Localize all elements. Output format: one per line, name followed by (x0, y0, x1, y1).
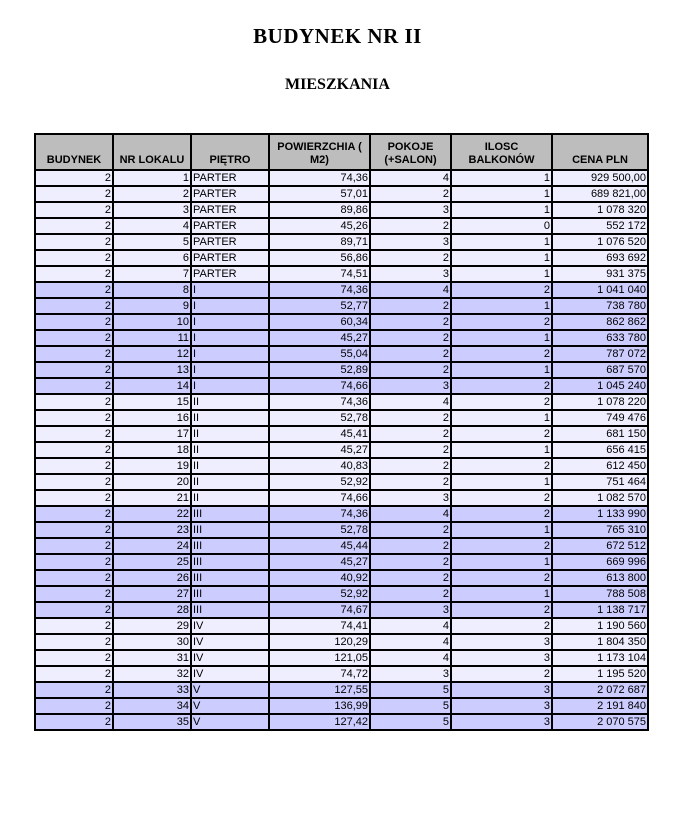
cell-budynek: 2 (35, 442, 113, 458)
table-row (35, 506, 648, 522)
cell-pokoje: 2 (370, 314, 451, 330)
cell-cena: 1 133 990 (552, 506, 648, 522)
cell-nr-lokalu: 6 (113, 250, 191, 266)
cell-powierzchnia: 74,36 (269, 394, 370, 410)
cell-nr-lokalu: 31 (113, 650, 191, 666)
cell-balkony: 1 (451, 442, 552, 458)
cell-balkony: 2 (451, 570, 552, 586)
cell-nr-lokalu: 20 (113, 474, 191, 490)
cell-cena: 672 512 (552, 538, 648, 554)
cell-balkony: 2 (451, 506, 552, 522)
cell-nr-lokalu: 3 (113, 202, 191, 218)
cell-powierzchnia: 74,51 (269, 266, 370, 282)
cell-cena: 1 041 040 (552, 282, 648, 298)
header-cena: CENA PLN (552, 134, 648, 170)
cell-balkony: 2 (451, 666, 552, 682)
table-row (35, 714, 648, 730)
cell-cena: 2 191 840 (552, 698, 648, 714)
cell-powierzchnia: 136,99 (269, 698, 370, 714)
cell-pokoje: 2 (370, 186, 451, 202)
cell-pietro: III (191, 570, 269, 586)
cell-pietro: V (191, 714, 269, 730)
cell-pokoje: 3 (370, 234, 451, 250)
cell-budynek: 2 (35, 554, 113, 570)
cell-cena: 681 150 (552, 426, 648, 442)
table-row (35, 426, 648, 442)
table-row (35, 442, 648, 458)
cell-pokoje: 2 (370, 218, 451, 234)
cell-nr-lokalu: 34 (113, 698, 191, 714)
table-row (35, 698, 648, 714)
table-row (35, 682, 648, 698)
header-balkony: ILOSC BALKONÓW (451, 134, 552, 170)
cell-pietro: II (191, 442, 269, 458)
table-row (35, 618, 648, 634)
cell-nr-lokalu: 33 (113, 682, 191, 698)
cell-powierzchnia: 60,34 (269, 314, 370, 330)
cell-nr-lokalu: 26 (113, 570, 191, 586)
cell-powierzchnia: 74,36 (269, 282, 370, 298)
header-pokoje: POKOJE (+SALON) (370, 134, 451, 170)
table-row (35, 218, 648, 234)
cell-powierzchnia: 52,92 (269, 586, 370, 602)
table-row (35, 298, 648, 314)
table-row (35, 346, 648, 362)
cell-powierzchnia: 74,36 (269, 170, 370, 186)
cell-budynek: 2 (35, 602, 113, 618)
cell-nr-lokalu: 23 (113, 522, 191, 538)
cell-balkony: 2 (451, 394, 552, 410)
cell-powierzchnia: 45,27 (269, 554, 370, 570)
cell-powierzchnia: 74,41 (269, 618, 370, 634)
cell-nr-lokalu: 24 (113, 538, 191, 554)
cell-pokoje: 2 (370, 522, 451, 538)
cell-powierzchnia: 40,92 (269, 570, 370, 586)
cell-budynek: 2 (35, 618, 113, 634)
cell-pokoje: 3 (370, 666, 451, 682)
cell-budynek: 2 (35, 394, 113, 410)
cell-pietro: I (191, 282, 269, 298)
cell-budynek: 2 (35, 250, 113, 266)
cell-budynek: 2 (35, 522, 113, 538)
cell-balkony: 2 (451, 378, 552, 394)
cell-balkony: 3 (451, 650, 552, 666)
cell-powierzchnia: 45,41 (269, 426, 370, 442)
table-row (35, 266, 648, 282)
cell-powierzchnia: 45,44 (269, 538, 370, 554)
cell-nr-lokalu: 35 (113, 714, 191, 730)
cell-balkony: 1 (451, 522, 552, 538)
cell-nr-lokalu: 16 (113, 410, 191, 426)
cell-powierzchnia: 56,86 (269, 250, 370, 266)
cell-powierzchnia: 121,05 (269, 650, 370, 666)
cell-nr-lokalu: 5 (113, 234, 191, 250)
cell-powierzchnia: 57,01 (269, 186, 370, 202)
cell-nr-lokalu: 10 (113, 314, 191, 330)
cell-cena: 787 072 (552, 346, 648, 362)
cell-pietro: IV (191, 666, 269, 682)
cell-pietro: PARTER (191, 266, 269, 282)
cell-pietro: II (191, 394, 269, 410)
table-row (35, 490, 648, 506)
cell-cena: 751 464 (552, 474, 648, 490)
cell-cena: 656 415 (552, 442, 648, 458)
table-row (35, 634, 648, 650)
cell-pietro: III (191, 602, 269, 618)
cell-balkony: 3 (451, 634, 552, 650)
cell-budynek: 2 (35, 538, 113, 554)
cell-pietro: PARTER (191, 218, 269, 234)
cell-cena: 669 996 (552, 554, 648, 570)
cell-balkony: 1 (451, 362, 552, 378)
table-row (35, 330, 648, 346)
cell-nr-lokalu: 17 (113, 426, 191, 442)
cell-balkony: 2 (451, 618, 552, 634)
cell-powierzchnia: 55,04 (269, 346, 370, 362)
cell-budynek: 2 (35, 186, 113, 202)
cell-pokoje: 5 (370, 698, 451, 714)
cell-balkony: 2 (451, 458, 552, 474)
cell-pokoje: 4 (370, 506, 451, 522)
cell-pokoje: 4 (370, 634, 451, 650)
cell-nr-lokalu: 21 (113, 490, 191, 506)
cell-powierzchnia: 74,66 (269, 490, 370, 506)
cell-powierzchnia: 45,27 (269, 442, 370, 458)
cell-balkony: 1 (451, 234, 552, 250)
table-row (35, 314, 648, 330)
cell-budynek: 2 (35, 570, 113, 586)
cell-pokoje: 2 (370, 442, 451, 458)
table-row (35, 458, 648, 474)
cell-cena: 1 082 570 (552, 490, 648, 506)
cell-nr-lokalu: 9 (113, 298, 191, 314)
cell-powierzchnia: 52,92 (269, 474, 370, 490)
cell-powierzchnia: 45,27 (269, 330, 370, 346)
cell-powierzchnia: 74,66 (269, 378, 370, 394)
cell-balkony: 2 (451, 602, 552, 618)
cell-pokoje: 3 (370, 266, 451, 282)
cell-pokoje: 2 (370, 346, 451, 362)
cell-powierzchnia: 52,89 (269, 362, 370, 378)
cell-nr-lokalu: 30 (113, 634, 191, 650)
cell-pietro: PARTER (191, 234, 269, 250)
cell-balkony: 3 (451, 682, 552, 698)
cell-cena: 749 476 (552, 410, 648, 426)
cell-cena: 612 450 (552, 458, 648, 474)
cell-pokoje: 2 (370, 570, 451, 586)
page-subtitle: MIESZKANIA (285, 76, 390, 93)
cell-pokoje: 2 (370, 250, 451, 266)
cell-pokoje: 4 (370, 282, 451, 298)
cell-cena: 2 070 575 (552, 714, 648, 730)
cell-cena: 1 190 560 (552, 618, 648, 634)
table-row (35, 170, 648, 186)
cell-pokoje: 4 (370, 650, 451, 666)
cell-budynek: 2 (35, 410, 113, 426)
cell-cena: 929 500,00 (552, 170, 648, 186)
cell-pokoje: 3 (370, 202, 451, 218)
cell-cena: 1 076 520 (552, 234, 648, 250)
cell-cena: 689 821,00 (552, 186, 648, 202)
cell-pietro: V (191, 682, 269, 698)
cell-balkony: 2 (451, 426, 552, 442)
table-header-row (35, 134, 648, 170)
cell-budynek: 2 (35, 682, 113, 698)
cell-budynek: 2 (35, 586, 113, 602)
cell-pokoje: 2 (370, 410, 451, 426)
cell-powierzchnia: 52,77 (269, 298, 370, 314)
header-nr-lokalu: NR LOKALU (113, 134, 191, 170)
cell-nr-lokalu: 2 (113, 186, 191, 202)
cell-pokoje: 4 (370, 394, 451, 410)
cell-pietro: II (191, 426, 269, 442)
cell-cena: 633 780 (552, 330, 648, 346)
cell-balkony: 1 (451, 170, 552, 186)
cell-budynek: 2 (35, 170, 113, 186)
table-row (35, 394, 648, 410)
cell-pietro: V (191, 698, 269, 714)
cell-nr-lokalu: 8 (113, 282, 191, 298)
cell-nr-lokalu: 7 (113, 266, 191, 282)
cell-nr-lokalu: 4 (113, 218, 191, 234)
cell-pietro: PARTER (191, 202, 269, 218)
cell-budynek: 2 (35, 490, 113, 506)
cell-powierzchnia: 52,78 (269, 410, 370, 426)
cell-balkony: 2 (451, 538, 552, 554)
cell-nr-lokalu: 18 (113, 442, 191, 458)
cell-budynek: 2 (35, 378, 113, 394)
cell-budynek: 2 (35, 218, 113, 234)
cell-pietro: II (191, 410, 269, 426)
table-row (35, 522, 648, 538)
cell-cena: 738 780 (552, 298, 648, 314)
cell-budynek: 2 (35, 698, 113, 714)
cell-pietro: III (191, 506, 269, 522)
cell-balkony: 1 (451, 298, 552, 314)
cell-pietro: PARTER (191, 186, 269, 202)
cell-pokoje: 2 (370, 362, 451, 378)
cell-pietro: I (191, 346, 269, 362)
cell-pokoje: 2 (370, 298, 451, 314)
table-row (35, 666, 648, 682)
cell-pokoje: 2 (370, 554, 451, 570)
cell-powierzchnia: 52,78 (269, 522, 370, 538)
cell-balkony: 2 (451, 346, 552, 362)
table-body (35, 170, 648, 730)
cell-budynek: 2 (35, 298, 113, 314)
table-row (35, 234, 648, 250)
cell-cena: 1 078 320 (552, 202, 648, 218)
cell-budynek: 2 (35, 362, 113, 378)
cell-pietro: PARTER (191, 250, 269, 266)
cell-pokoje: 3 (370, 602, 451, 618)
cell-powierzchnia: 120,29 (269, 634, 370, 650)
cell-pokoje: 3 (370, 490, 451, 506)
cell-budynek: 2 (35, 506, 113, 522)
cell-nr-lokalu: 13 (113, 362, 191, 378)
header-budynek: BUDYNEK (35, 134, 113, 170)
cell-cena: 687 570 (552, 362, 648, 378)
cell-powierzchnia: 45,26 (269, 218, 370, 234)
cell-pietro: I (191, 314, 269, 330)
table-row (35, 586, 648, 602)
cell-budynek: 2 (35, 234, 113, 250)
cell-balkony: 2 (451, 282, 552, 298)
cell-nr-lokalu: 15 (113, 394, 191, 410)
cell-budynek: 2 (35, 330, 113, 346)
table-row (35, 570, 648, 586)
cell-pietro: III (191, 522, 269, 538)
table-row (35, 538, 648, 554)
cell-cena: 862 862 (552, 314, 648, 330)
cell-balkony: 1 (451, 474, 552, 490)
cell-budynek: 2 (35, 282, 113, 298)
cell-balkony: 1 (451, 586, 552, 602)
cell-cena: 765 310 (552, 522, 648, 538)
cell-pokoje: 2 (370, 538, 451, 554)
cell-budynek: 2 (35, 314, 113, 330)
cell-pietro: III (191, 538, 269, 554)
cell-powierzchnia: 40,83 (269, 458, 370, 474)
page-title: BUDYNEK NR II (253, 24, 422, 48)
cell-pietro: IV (191, 634, 269, 650)
cell-pietro: III (191, 554, 269, 570)
cell-powierzchnia: 89,86 (269, 202, 370, 218)
cell-cena: 613 800 (552, 570, 648, 586)
cell-nr-lokalu: 1 (113, 170, 191, 186)
cell-powierzchnia: 74,67 (269, 602, 370, 618)
cell-pietro: I (191, 362, 269, 378)
cell-pokoje: 2 (370, 586, 451, 602)
cell-nr-lokalu: 19 (113, 458, 191, 474)
cell-cena: 1 173 104 (552, 650, 648, 666)
table-row (35, 554, 648, 570)
cell-budynek: 2 (35, 474, 113, 490)
apartments-table (34, 133, 649, 731)
cell-cena: 1 078 220 (552, 394, 648, 410)
header-pietro: PIĘTRO (191, 134, 269, 170)
table-row (35, 378, 648, 394)
cell-balkony: 1 (451, 554, 552, 570)
cell-balkony: 1 (451, 202, 552, 218)
cell-balkony: 3 (451, 698, 552, 714)
cell-pokoje: 5 (370, 682, 451, 698)
cell-pietro: I (191, 330, 269, 346)
cell-balkony: 3 (451, 714, 552, 730)
cell-pokoje: 4 (370, 618, 451, 634)
cell-balkony: 2 (451, 490, 552, 506)
cell-balkony: 1 (451, 410, 552, 426)
table-row (35, 650, 648, 666)
cell-nr-lokalu: 25 (113, 554, 191, 570)
cell-budynek: 2 (35, 266, 113, 282)
cell-pietro: I (191, 378, 269, 394)
cell-budynek: 2 (35, 714, 113, 730)
cell-powierzchnia: 127,42 (269, 714, 370, 730)
cell-nr-lokalu: 11 (113, 330, 191, 346)
cell-pokoje: 2 (370, 330, 451, 346)
header-powierzchnia: POWIERZCHIA ( M2) (269, 134, 370, 170)
cell-pietro: II (191, 490, 269, 506)
cell-nr-lokalu: 28 (113, 602, 191, 618)
table-row (35, 410, 648, 426)
cell-nr-lokalu: 32 (113, 666, 191, 682)
cell-cena: 1 195 520 (552, 666, 648, 682)
cell-powierzchnia: 74,36 (269, 506, 370, 522)
cell-nr-lokalu: 22 (113, 506, 191, 522)
cell-balkony: 1 (451, 250, 552, 266)
cell-nr-lokalu: 29 (113, 618, 191, 634)
cell-cena: 931 375 (552, 266, 648, 282)
table-row (35, 186, 648, 202)
cell-powierzchnia: 74,72 (269, 666, 370, 682)
cell-pietro: IV (191, 618, 269, 634)
cell-balkony: 1 (451, 330, 552, 346)
table-row (35, 202, 648, 218)
cell-pokoje: 2 (370, 474, 451, 490)
cell-cena: 2 072 687 (552, 682, 648, 698)
cell-budynek: 2 (35, 426, 113, 442)
cell-balkony: 1 (451, 186, 552, 202)
cell-cena: 1 045 240 (552, 378, 648, 394)
cell-pietro: I (191, 298, 269, 314)
cell-budynek: 2 (35, 202, 113, 218)
cell-budynek: 2 (35, 458, 113, 474)
cell-cena: 552 172 (552, 218, 648, 234)
cell-cena: 693 692 (552, 250, 648, 266)
cell-nr-lokalu: 14 (113, 378, 191, 394)
table-row (35, 250, 648, 266)
cell-pokoje: 4 (370, 170, 451, 186)
table-row (35, 474, 648, 490)
cell-powierzchnia: 127,55 (269, 682, 370, 698)
cell-pokoje: 2 (370, 426, 451, 442)
cell-powierzchnia: 89,71 (269, 234, 370, 250)
cell-pokoje: 3 (370, 378, 451, 394)
table-row (35, 282, 648, 298)
cell-balkony: 1 (451, 266, 552, 282)
cell-budynek: 2 (35, 634, 113, 650)
table-row (35, 602, 648, 618)
cell-pietro: IV (191, 650, 269, 666)
cell-pokoje: 5 (370, 714, 451, 730)
cell-cena: 788 508 (552, 586, 648, 602)
cell-cena: 1 138 717 (552, 602, 648, 618)
cell-budynek: 2 (35, 666, 113, 682)
cell-nr-lokalu: 27 (113, 586, 191, 602)
cell-pokoje: 2 (370, 458, 451, 474)
cell-cena: 1 804 350 (552, 634, 648, 650)
cell-nr-lokalu: 12 (113, 346, 191, 362)
cell-balkony: 2 (451, 314, 552, 330)
table-row (35, 362, 648, 378)
cell-budynek: 2 (35, 346, 113, 362)
cell-budynek: 2 (35, 650, 113, 666)
cell-pietro: III (191, 586, 269, 602)
cell-pietro: II (191, 458, 269, 474)
cell-pietro: PARTER (191, 170, 269, 186)
cell-pietro: II (191, 474, 269, 490)
cell-balkony: 0 (451, 218, 552, 234)
